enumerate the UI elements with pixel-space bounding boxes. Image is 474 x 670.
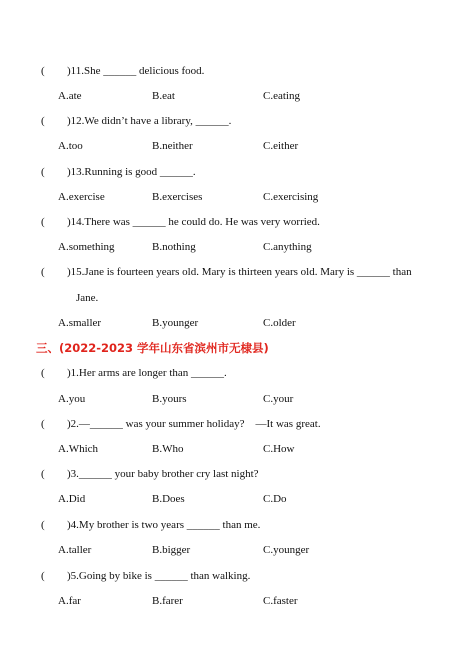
option-b: B.eat: [152, 90, 175, 102]
option-b: B.exercises: [152, 191, 203, 203]
option-b: B.nothing: [152, 241, 196, 253]
option-a: A.Which: [58, 443, 99, 455]
option-c: C.How: [263, 443, 295, 455]
answer-paren-open: (: [41, 115, 45, 127]
option-a: A.Did: [58, 493, 86, 505]
question-text: 14.There was ______ he could do. He was very worried.: [70, 216, 320, 228]
answer-paren-close: ): [67, 468, 71, 480]
option-c: C.your: [263, 393, 294, 405]
option-a: A.something: [58, 241, 115, 253]
option-c: C.faster: [263, 595, 298, 607]
option-c: C.Do: [263, 493, 287, 505]
question-1: [41, 366, 227, 380]
question-text: 3.______ your baby brother cry last night?: [70, 468, 259, 480]
answer-paren-open: (: [41, 216, 45, 228]
question-4: [41, 518, 260, 532]
answer-paren-close: ): [67, 166, 71, 178]
answer-paren-close: ): [67, 65, 71, 77]
option-b: B.younger: [152, 317, 199, 329]
option-b: B.Who: [152, 443, 184, 455]
answer-paren-open: (: [41, 468, 45, 480]
question-13: [41, 165, 196, 179]
option-a: A.you: [58, 393, 86, 405]
question-11: [41, 64, 204, 78]
question-3: [41, 467, 259, 481]
question-text: 13.Running is good ______.: [70, 166, 196, 178]
question-text: 2.—______ was your summer holiday? —It was great.: [70, 418, 321, 430]
question-text: 1.Her arms are longer than ______.: [70, 367, 227, 379]
option-c: C.younger: [263, 544, 310, 556]
option-a: A.too: [58, 140, 83, 152]
option-b: B.bigger: [152, 544, 191, 556]
answer-paren-close: ): [67, 266, 71, 278]
answer-paren-open: (: [41, 166, 45, 178]
question-text: 11.She ______ delicious food.: [70, 65, 205, 77]
option-a: A.smaller: [58, 317, 102, 329]
option-b: B.yours: [152, 393, 187, 405]
answer-paren-close: ): [67, 519, 71, 531]
question-12: [41, 114, 231, 128]
option-a: A.taller: [58, 544, 92, 556]
answer-paren-open: (: [41, 519, 45, 531]
question-continuation: Jane.: [76, 292, 99, 304]
option-a: A.exercise: [58, 191, 105, 203]
question-5: [41, 569, 250, 583]
question-15: [41, 265, 412, 279]
answer-paren-open: (: [41, 418, 45, 430]
question-2: [41, 417, 321, 431]
question-text: 15.Jane is fourteen years old. Mary is thirteen years old. Mary is ______ than: [70, 266, 412, 278]
section-heading: 三、(2022-2023 学年山东省滨州市无棣县): [36, 341, 269, 355]
answer-paren-close: ): [67, 115, 71, 127]
option-c: C.eating: [263, 90, 300, 102]
option-c: C.either: [263, 140, 299, 152]
option-a: A.far: [58, 595, 81, 607]
option-c: C.exercising: [263, 191, 319, 203]
answer-paren-close: ): [67, 367, 71, 379]
answer-paren-open: (: [41, 266, 45, 278]
option-b: B.Does: [152, 493, 185, 505]
answer-paren-open: (: [41, 65, 45, 77]
option-b: B.farer: [152, 595, 183, 607]
question-text: 4.My brother is two years ______ than me.: [70, 519, 261, 531]
question-text: 12.We didn’t have a library, ______.: [70, 115, 232, 127]
answer-paren-open: (: [41, 367, 45, 379]
answer-paren-close: ): [67, 216, 71, 228]
option-c: C.older: [263, 317, 296, 329]
option-b: B.neither: [152, 140, 193, 152]
question-14: [41, 215, 320, 229]
question-text: 5.Going by bike is ______ than walking.: [70, 570, 251, 582]
answer-paren-close: ): [67, 418, 71, 430]
answer-paren-open: (: [41, 570, 45, 582]
option-c: C.anything: [263, 241, 312, 253]
option-a: A.ate: [58, 90, 82, 102]
answer-paren-close: ): [67, 570, 71, 582]
